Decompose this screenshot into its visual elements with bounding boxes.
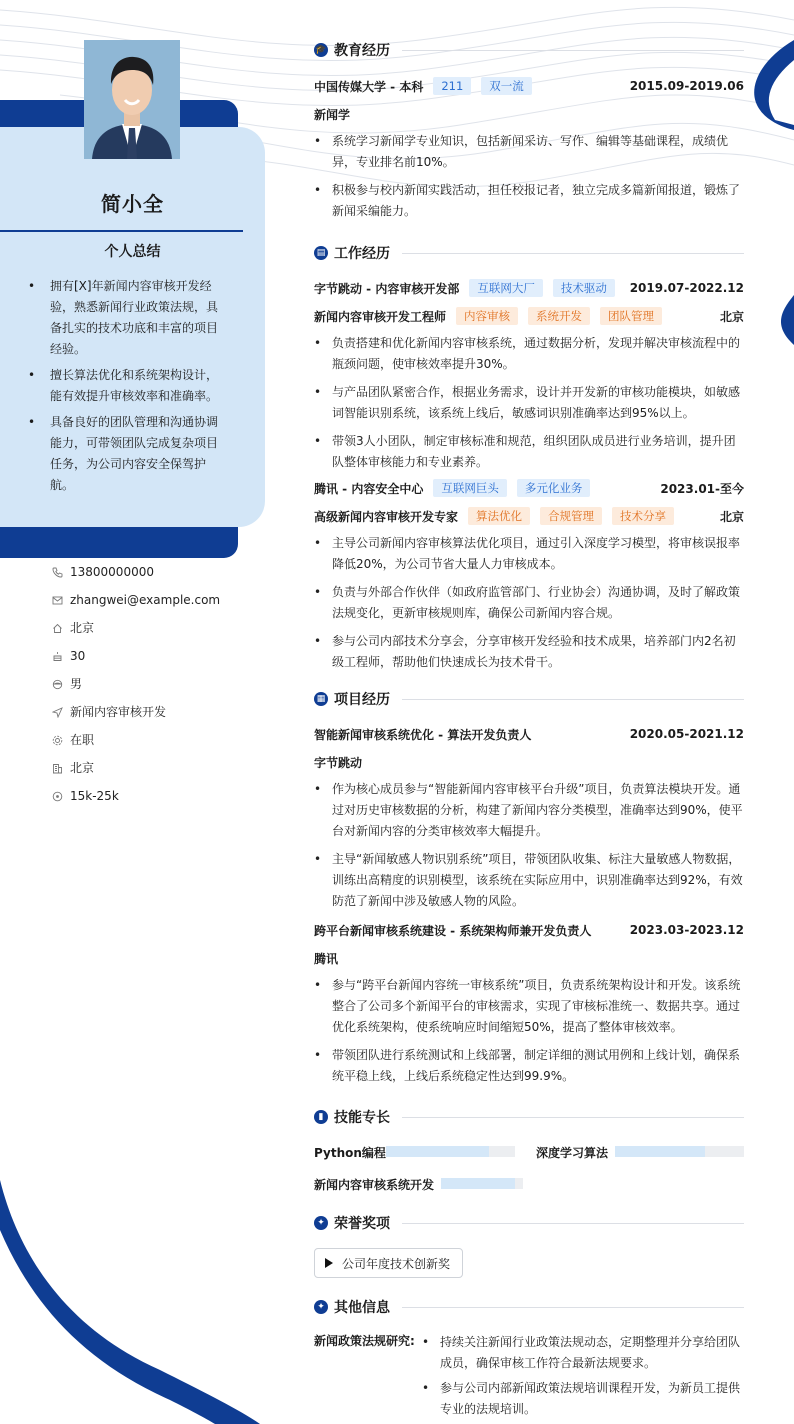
job-period: 2019.07-2022.12 [629,281,744,295]
education-period: 2015.09-2019.06 [629,79,744,93]
award-label: 公司年度技术创新奖 [342,1256,451,1271]
gender-icon [52,679,63,690]
other-key: 新闻政策法规研究: [314,1334,415,1348]
section-divider [402,1307,744,1308]
other-bullets [422,1332,744,1424]
project-bullets [314,975,744,1094]
age-icon [52,651,63,662]
summary-item: • 拥有[X]年新闻内容审核开发经验，熟悉新闻行业政策法规，具备扎实的技术功底和丰富的项目经验。 [28,276,218,360]
company-name: 腾讯 - 内容安全中心 [314,481,424,496]
project-org: 字节跳动 [314,755,363,770]
company-tag: 多元化业务 [517,479,591,497]
chart-icon: ▮ [314,1110,328,1124]
name-divider [0,230,243,232]
summary-item: • 具备良好的团队管理和沟通协调能力，可带领团队完成复杂项目任务，为公司内容安全保驾护航。 [28,412,218,496]
list-item: • 主导公司新闻内容审核算法优化项目，通过引入深度学习模型，将审核误报率降低20%，为公司节省大量人力审核成本。 [314,533,744,575]
skill-name: Python编程 [314,1145,386,1160]
info-item-age [52,642,220,670]
section-title: 教育经历 [334,43,390,59]
phone-icon [52,567,63,578]
job-role-row [314,306,744,326]
education-major-row [314,104,744,124]
info-item-salary [52,782,220,810]
projects-section-header [314,689,744,709]
info-value: 15k-25k [70,789,119,803]
section-divider [402,253,744,254]
info-icon: ✦ [314,1300,328,1314]
skill-bar [615,1146,744,1157]
info-item-location [52,614,220,642]
skill-bar [441,1178,523,1189]
list-item: • 带领团队进行系统测试和上线部署，制定详细的测试用例和上线计划，确保系统平稳上线，上线后系统稳定性达到99.9%。 [314,1045,744,1087]
section-divider [402,1223,744,1224]
section-title: 荣誉奖项 [334,1216,390,1232]
info-value: 30 [70,649,86,663]
list-item: • 参与“跨平台新闻内容统一审核系统”项目，负责系统架构设计和开发。该系统整合了公司多个新闻平台的审核需求，实现了审核标准统一、数据共享。通过优化系统架构，使系统响应时间缩短50%，提高了整体审核效率。 [314,975,744,1038]
list-item: • 作为核心成员参与“智能新闻内容审核平台升级”项目，负责算法模块开发。通过对历史审核数据的分析，构建了新闻内容分类模型，准确率达到90%，使平台对新闻内容的分类审核效率大幅提升。 [314,779,744,842]
project-header-row [314,724,744,744]
job-city: 北京 [719,509,744,524]
company-tag: 互联网巨头 [433,479,507,497]
summary-list [28,276,218,501]
mail-icon [52,595,63,606]
status-icon [52,735,63,746]
info-value: 新闻内容审核开发 [70,705,167,719]
info-item-email [52,586,220,614]
info-value: 北京 [70,621,95,635]
award-icon: ✦ [314,1216,328,1230]
info-item-gender [52,670,220,698]
contact-info-list [52,558,220,810]
section-title: 项目经历 [334,692,390,708]
section-divider [402,1117,744,1118]
job-company-row [314,278,744,298]
graduation-cap-icon: 🎓 [315,45,327,55]
list-item: • 与产品团队紧密合作，根据业务需求，设计并开发新的审核功能模块，如敏感词智能识别系统，该系统上线后，敏感词识别准确率达到95%以上。 [314,382,744,424]
section-title: 技能专长 [334,1110,390,1126]
project-org: 腾讯 [314,951,339,966]
profile-photo [84,40,180,159]
salary-icon [52,791,63,802]
award-item [314,1248,463,1278]
skill-bar-fill [441,1178,515,1189]
summary-item: • 擅长算法优化和系统架构设计，能有效提升审核效率和准确率。 [28,365,218,407]
project-name: 跨平台新闻审核系统建设 - 系统架构师兼开发负责人 [314,923,592,938]
project-period: 2023.03-2023.12 [629,923,744,937]
project-period: 2020.05-2021.12 [629,727,744,741]
info-item-position [52,698,220,726]
skill-bar-fill [386,1146,489,1157]
major: 新闻学 [314,107,351,122]
summary-title: 个人总结 [104,244,161,260]
company-tag: 互联网大厂 [469,279,543,297]
building-icon [52,763,63,774]
company-name: 字节跳动 - 内容审核开发部 [314,281,460,296]
project-name: 智能新闻审核系统优化 - 算法开发负责人 [314,727,532,742]
list-item: • 参与公司内部技术分享会，分享审核开发经验和技术成果，培养部门内2名初级工程师，帮助他们快速成长为技术骨干。 [314,631,744,673]
role-tag: 合规管理 [540,507,602,525]
candidate-name: 简小全 [101,192,164,216]
info-item-phone [52,558,220,586]
briefcase-icon: ▤ [314,246,328,260]
section-title: 工作经历 [334,246,390,262]
school-tag: 双一流 [481,77,532,95]
school-tag: 211 [433,77,471,95]
role-tag: 团队管理 [600,307,662,325]
job-role: 新闻内容审核开发工程师 [314,309,447,324]
education-section-header [314,40,744,60]
project-org-row [314,948,744,968]
job-role: 高级新闻内容审核开发专家 [314,509,459,524]
project-org-row [314,752,744,772]
job-bullets [314,333,744,480]
other-section-header [314,1297,744,1317]
list-item: • 带领3人小团队，制定审核标准和规范，组织团队成员进行业务培训，提升团队整体审核能力和专业素养。 [314,431,744,473]
job-period: 2023.01-至今 [660,481,744,496]
section-title: 其他信息 [334,1300,390,1316]
section-divider [402,699,744,700]
info-item-status [52,726,220,754]
send-icon [52,707,63,718]
work-section-header [314,243,744,263]
role-tag: 系统开发 [528,307,590,325]
grid-icon: ▦ [314,692,328,706]
awards-section-header [314,1213,744,1233]
skill-name: 深度学习算法 [536,1145,609,1160]
info-value: 男 [70,677,83,691]
skills-section-header [314,1107,744,1127]
role-tag: 技术分享 [612,507,674,525]
education-header-row [314,76,744,96]
role-tag: 算法优化 [468,507,530,525]
list-item: • 持续关注新闻行业政策法规动态，定期整理并分享给团队成员，确保审核工作符合最新法规要求。 [422,1332,744,1374]
info-value: zhangwei@example.com [70,593,221,607]
job-role-row [314,506,744,526]
info-item-city [52,754,220,782]
company-tag: 技术驱动 [553,279,615,297]
list-item: • 参与公司内部新闻政策法规培训课程开发，为新员工提供专业的法规培训。 [422,1378,744,1420]
job-bullets [314,533,744,680]
list-item: • 积极参与校内新闻实践活动，担任校报记者，独立完成多篇新闻报道，锻炼了新闻采编能力。 [314,180,744,222]
info-value: 北京 [70,761,95,775]
project-bullets [314,779,744,919]
school-name: 中国传媒大学 - 本科 [314,79,424,94]
role-tag: 内容审核 [456,307,518,325]
info-value: 13800000000 [70,565,154,579]
section-divider [402,50,744,51]
project-header-row [314,920,744,940]
job-company-row [314,478,744,498]
info-value: 在职 [70,733,95,747]
skill-bar-fill [615,1146,705,1157]
list-item: • 主导“新闻敏感人物识别系统”项目，带领团队收集、标注大量敏感人物数据，训练出高精度的识别模型，该系统在实际应用中，识别准确率达到92%，有效防范了新闻中涉及敏感人物的风险。 [314,849,744,912]
list-item: • 负责搭建和优化新闻内容审核系统，通过数据分析，发现并解决审核流程中的瓶颈问题，使审核效率提升30%。 [314,333,744,375]
job-city: 北京 [719,309,744,324]
skill-bar [386,1146,515,1157]
list-item: • 系统学习新闻学专业知识，包括新闻采访、写作、编辑等基础课程，成绩优异，专业排名前10%。 [314,131,744,173]
home-icon [52,623,63,634]
education-bullets [314,131,744,229]
play-icon [325,1258,333,1268]
skill-name: 新闻内容审核系统开发 [314,1177,435,1192]
list-item: • 负责与外部合作伙伴（如政府监管部门、行业协会）沟通协调，及时了解政策法规变化，更新审核规则库，确保公司新闻内容合规。 [314,582,744,624]
